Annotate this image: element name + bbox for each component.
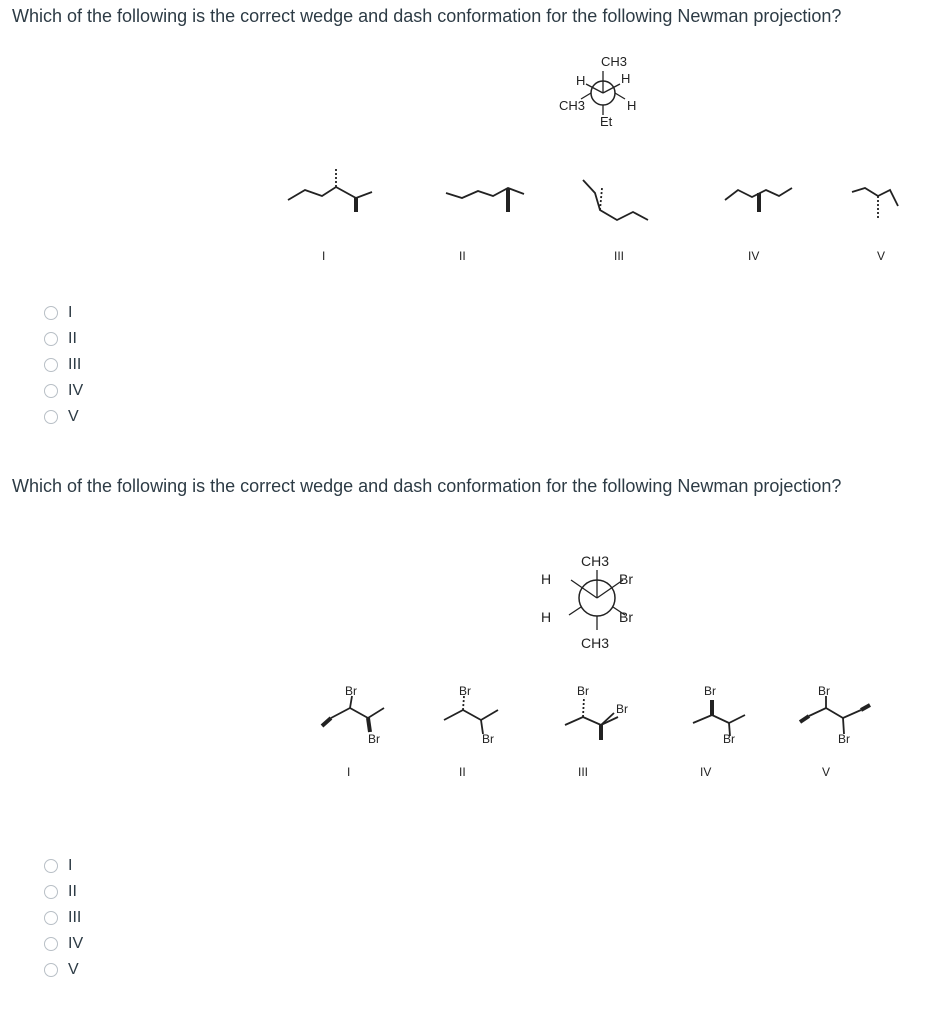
q1-structure-label-II: II xyxy=(459,249,466,263)
structure-1-II xyxy=(446,188,524,212)
structure-1-III xyxy=(583,180,648,220)
q1-option-II[interactable] xyxy=(44,326,83,352)
question-1 xyxy=(0,0,950,470)
q1-structure-label-V: V xyxy=(877,249,886,263)
q2-struct3-br-top: Br xyxy=(577,684,589,698)
q1-radio-II[interactable] xyxy=(44,332,58,346)
question-1-answers xyxy=(44,300,83,430)
question-2-answers xyxy=(44,853,83,983)
newman1-back-bottom: Et xyxy=(600,114,613,129)
newman1-front-right: H xyxy=(621,71,631,86)
question-1-figure xyxy=(0,40,950,340)
structure-1-V xyxy=(852,188,898,220)
newman1-back-left: CH3 xyxy=(559,98,586,113)
q1-option-label: IV xyxy=(68,382,84,399)
newman2-back-left: H xyxy=(541,609,552,625)
q2-option-V[interactable] xyxy=(44,957,83,983)
q2-radio-V[interactable] xyxy=(44,963,58,977)
q2-structure-label-II: II xyxy=(459,765,466,779)
q1-structure-label-I: I xyxy=(322,249,326,263)
structure-2-V xyxy=(800,696,870,734)
q2-option-IV[interactable] xyxy=(44,931,83,957)
q2-radio-II[interactable] xyxy=(44,885,58,899)
q2-struct2-br-top: Br xyxy=(459,684,471,698)
q1-radio-III[interactable] xyxy=(44,358,58,372)
newman1-front-left: H xyxy=(576,73,586,88)
structure-2-III xyxy=(565,697,618,740)
q2-option-I[interactable] xyxy=(44,853,83,879)
q1-structure-label-III: III xyxy=(614,249,625,263)
q2-structure-label-V: V xyxy=(822,765,831,779)
newman1-back-right: H xyxy=(627,98,637,113)
q1-option-label: I xyxy=(68,304,73,321)
newman2-back-bottom: CH3 xyxy=(581,635,610,651)
newman2-back-right: Br xyxy=(619,609,633,625)
q1-structure-label-IV: IV xyxy=(748,249,760,263)
q2-option-label: V xyxy=(68,961,79,978)
q2-struct1-br-top: Br xyxy=(345,684,357,698)
q2-struct3-br-right: Br xyxy=(616,702,628,716)
q1-radio-V[interactable] xyxy=(44,410,58,424)
q2-option-label: III xyxy=(68,909,82,926)
question-2-figure xyxy=(0,510,950,830)
q2-option-label: I xyxy=(68,857,73,874)
q1-option-label: V xyxy=(68,408,79,425)
q2-structure-label-III: III xyxy=(578,765,589,779)
structure-1-I xyxy=(288,168,372,212)
q1-option-III[interactable] xyxy=(44,352,83,378)
question-1-prompt: Which of the following is the correct wedge and dash conformation for the following Newman projection? xyxy=(12,6,842,26)
q2-option-II[interactable] xyxy=(44,879,83,905)
q2-structure-label-I: I xyxy=(347,765,351,779)
q2-struct5-br-top: Br xyxy=(818,684,830,698)
newman2-front-right: Br xyxy=(619,571,633,587)
q2-radio-IV[interactable] xyxy=(44,937,58,951)
structure-2-II xyxy=(444,696,498,734)
question-2 xyxy=(0,470,950,1024)
q1-radio-IV[interactable] xyxy=(44,384,58,398)
q1-radio-I[interactable] xyxy=(44,306,58,320)
q1-option-label: III xyxy=(68,356,82,373)
q1-option-I[interactable] xyxy=(44,300,83,326)
q2-struct4-br-bottom: Br xyxy=(723,732,735,746)
structure-2-I xyxy=(322,696,384,732)
structure-1-IV xyxy=(725,188,792,212)
newman2-front-left: H xyxy=(541,571,552,587)
q2-option-label: IV xyxy=(68,935,84,952)
structure-2-IV xyxy=(693,700,745,736)
q2-struct5-br-bottom: Br xyxy=(838,732,850,746)
q2-option-label: II xyxy=(68,883,77,900)
q1-option-label: II xyxy=(68,330,77,347)
q2-option-III[interactable] xyxy=(44,905,83,931)
q2-struct2-br-bottom: Br xyxy=(482,732,494,746)
newman-projection-2 xyxy=(541,553,633,651)
q2-radio-I[interactable] xyxy=(44,859,58,873)
newman2-front-top: CH3 xyxy=(581,553,610,569)
q1-option-IV[interactable] xyxy=(44,378,83,404)
question-2-prompt: Which of the following is the correct wedge and dash conformation for the following Newman projection? xyxy=(12,476,842,496)
q2-radio-III[interactable] xyxy=(44,911,58,925)
newman1-front-top: CH3 xyxy=(601,54,628,69)
q2-struct4-br-top: Br xyxy=(704,684,716,698)
q2-struct1-br-bottom: Br xyxy=(368,732,380,746)
q1-option-V[interactable] xyxy=(44,404,83,430)
q2-structure-label-IV: IV xyxy=(700,765,712,779)
newman-projection-1 xyxy=(559,54,636,129)
